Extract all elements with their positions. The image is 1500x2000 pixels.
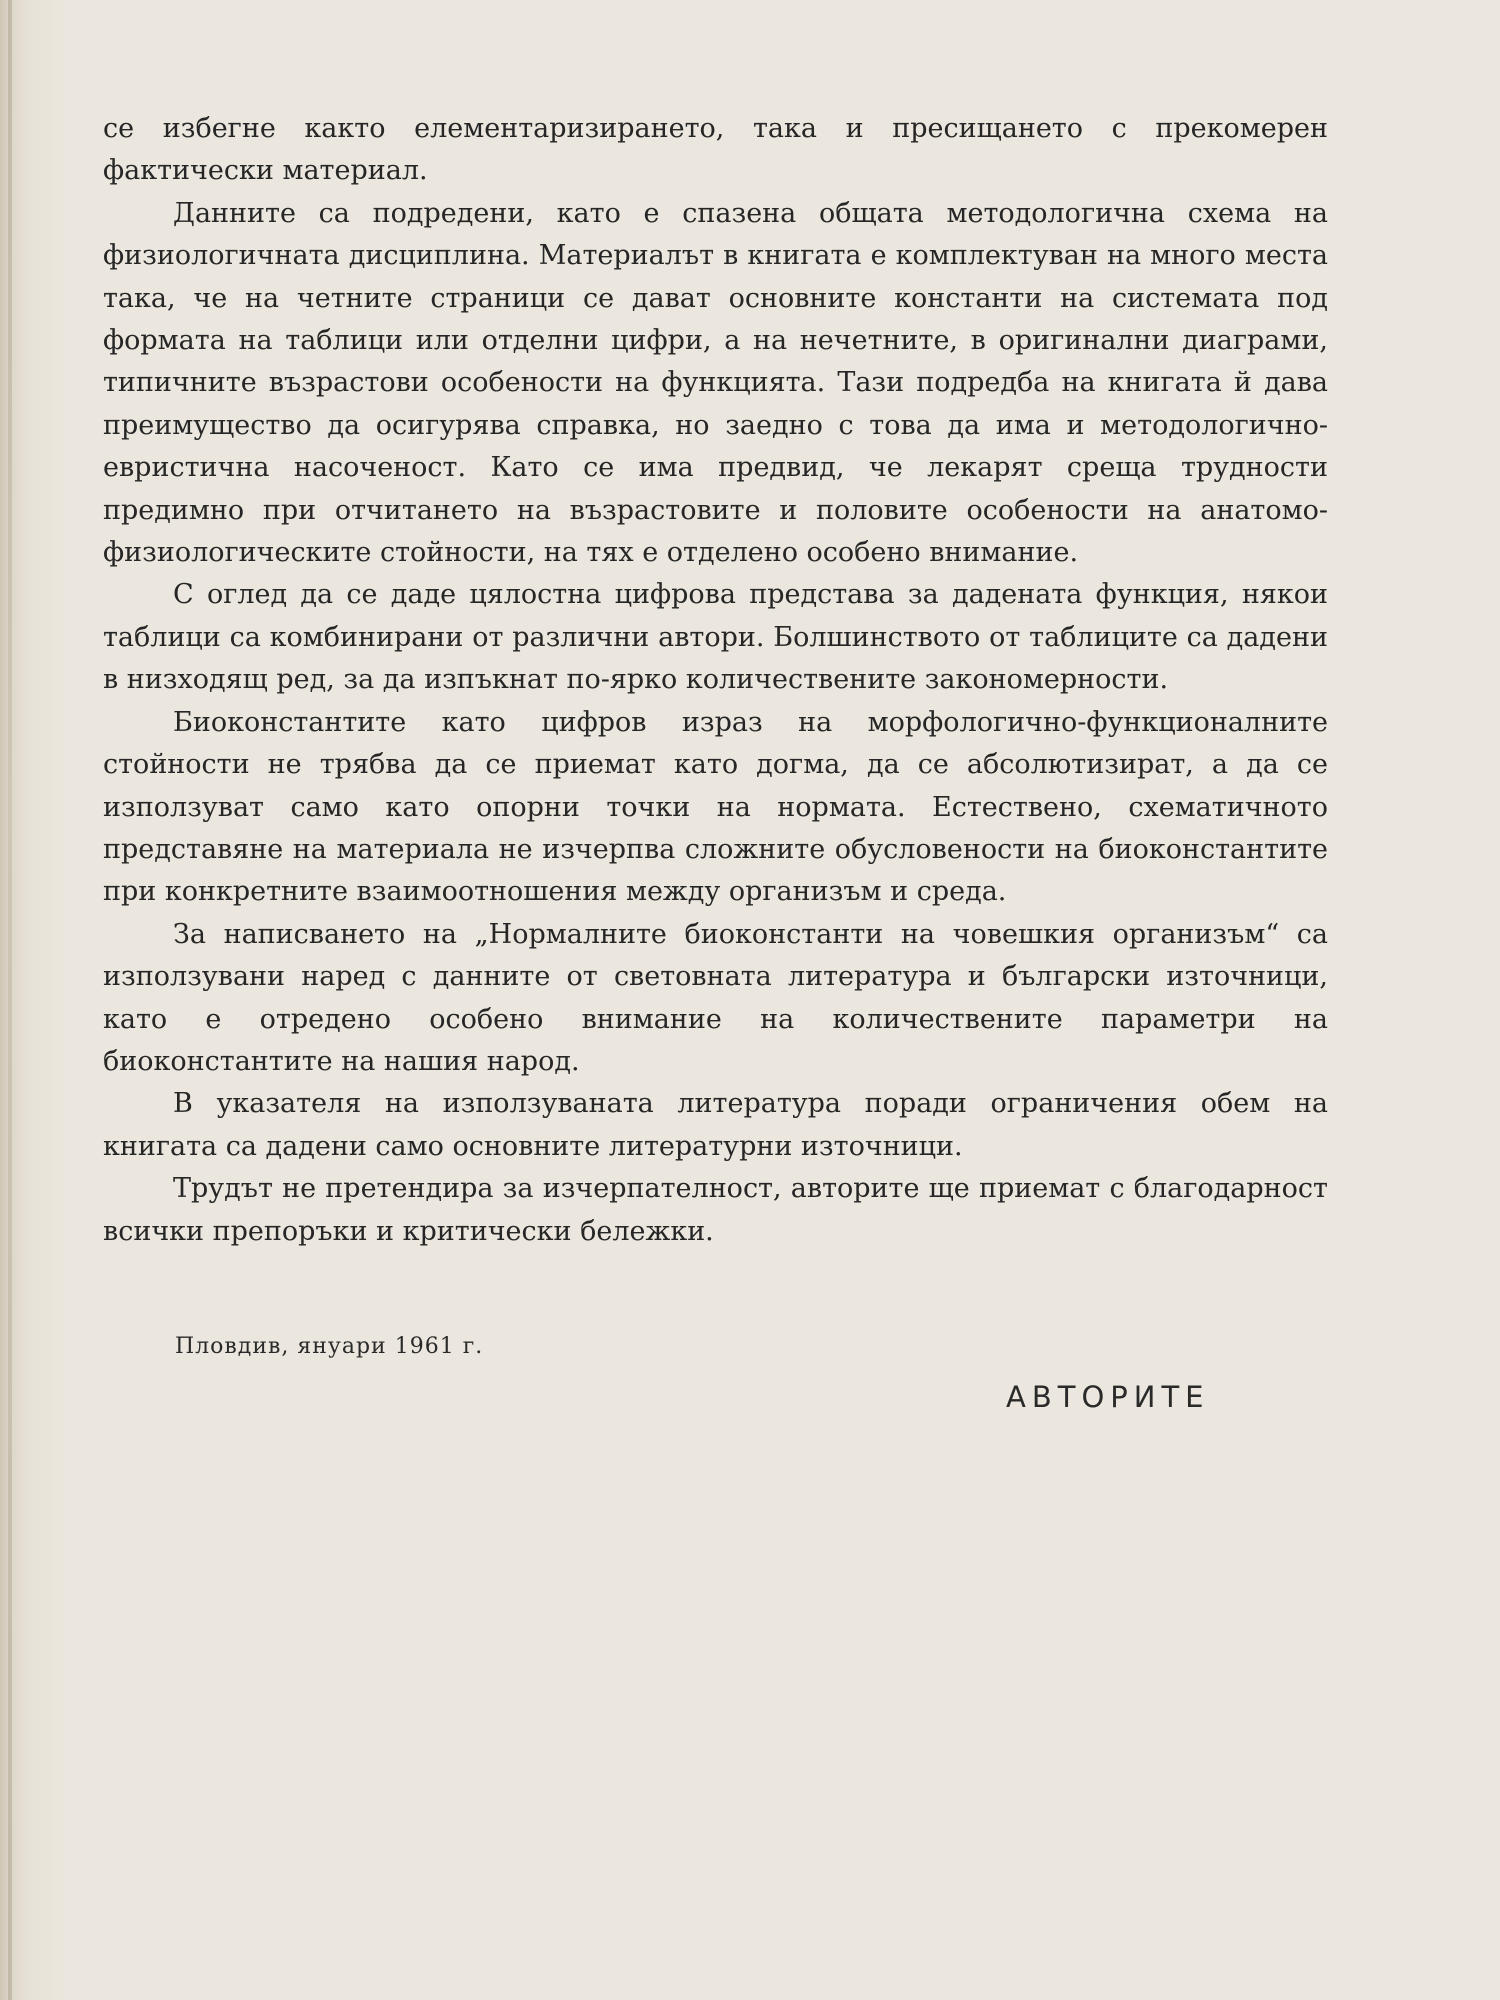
paragraph-4: Биоконстантите като цифров израз на морфологично-функционалните стойности не трябва да се приемат като догма, да се абсолютизират, а да се използуват само като опорни точки на нормата. Естествено, схематичното представяне на материала не изчерпва сложните обусловености на биоконстантите при конкретните взаимоотношения между организъм и среда.: [103, 706, 1328, 908]
paragraph-1: се избегне както елементаризирането, така и пресищането с прекомерен фактически материал.: [103, 113, 1328, 187]
authors-signature: АВТОРИТЕ: [1006, 1380, 1210, 1414]
preface-body: [103, 108, 1328, 1253]
paragraph-2: Данните са подредени, като е спазена общата методологична схема на физиологичната дисциплина. Материалът в книгата е комплектуван на много места така, че на четните страници се дават основните константи на системата под формата на таблици или отделни цифри, а на нечетните, в оригинални диаграми, типичните възрастови особености на функцията. Тази подредба на книгата й дава преимущество да осигурява справка, но заедно с това да има и методологично-евристична насоченост. Като се има предвид, че лекарят среща трудности предимно при отчитането на възрастовите и половите особености на анатомо-физиологическите стойности, на тях е отделено особено внимание.: [103, 197, 1328, 569]
paragraph-3: С оглед да се даде цялостна цифрова представа за дадената функция, някои таблици са комбинирани от различни автори. Болшинството от таблиците са дадени в низходящ ред, за да изпъкнат по-ярко количествените закономерности.: [103, 579, 1328, 696]
paragraph-5: За написването на „Нормалните биоконстанти на човешкия организъм“ са използувани наред с данните от световната литература и български източници, като е отредено особено внимание на количествените параметри на биоконстантите на нашия народ.: [103, 918, 1328, 1077]
book-spine-shadow: [8, 0, 12, 2000]
paragraph-7: Трудът не претендира за изчерпателност, авторите ще приемат с благодарност всички препоръки и критически бележки.: [103, 1173, 1328, 1247]
place-and-date: Пловдив, януари 1961 г.: [175, 1334, 484, 1359]
paragraph-6: В указателя на използуваната литература поради ограничения обем на книгата са дадени само основните литературни източници.: [103, 1088, 1328, 1162]
